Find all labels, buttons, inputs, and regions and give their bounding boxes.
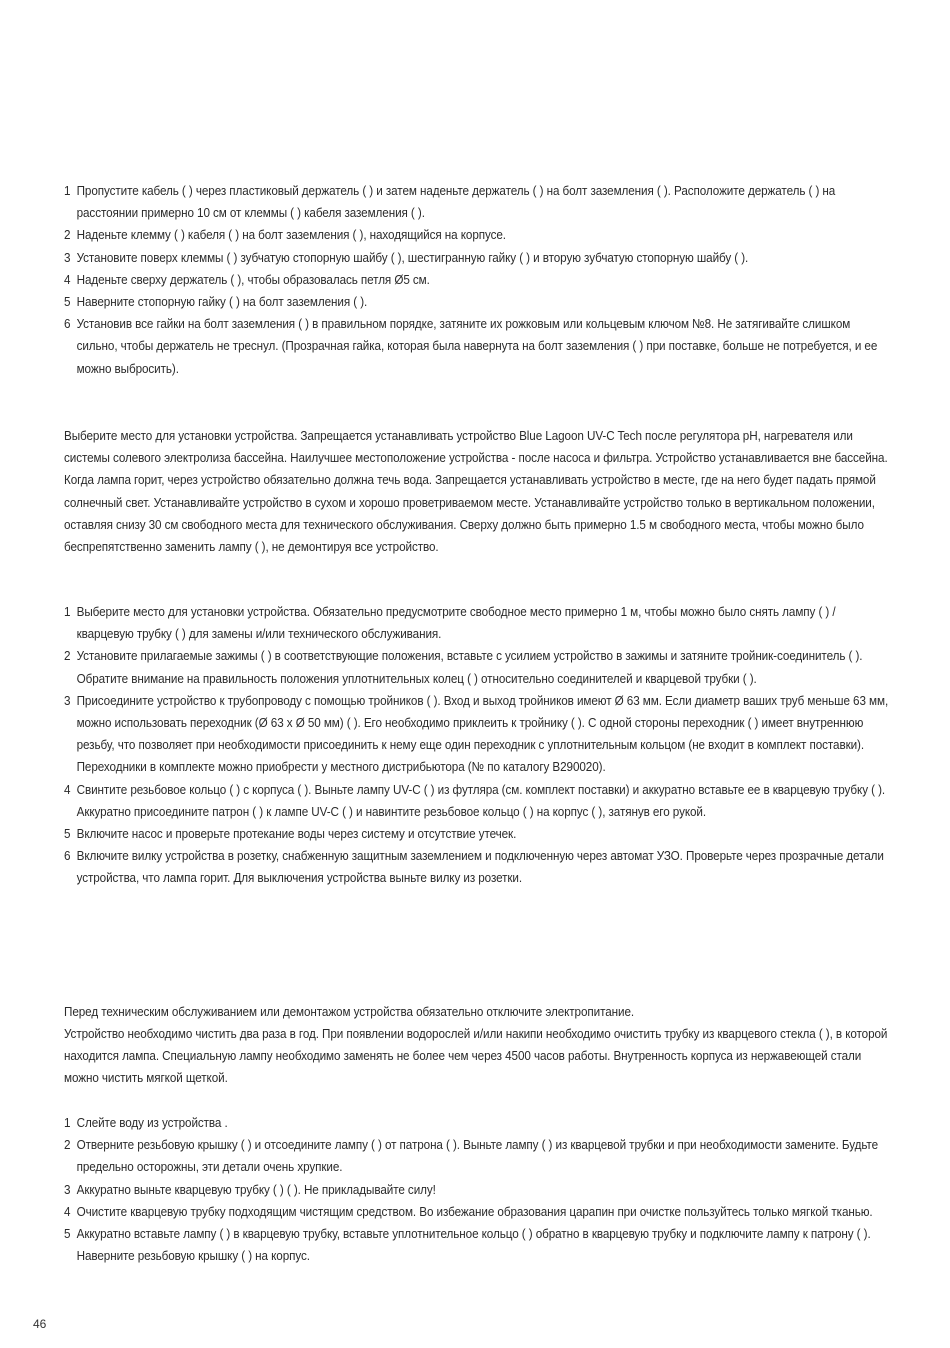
- grounding-steps-list: [64, 180, 892, 380]
- item-number: 1: [64, 183, 71, 198]
- list-item: [64, 690, 892, 779]
- installation-steps-list: [64, 601, 892, 890]
- list-item: [64, 269, 892, 291]
- list-item: [64, 779, 892, 823]
- item-text: Включите насос и проверьте протекание воды через систему и отсутствие утечек.: [76, 826, 517, 842]
- page-number: 46: [33, 1317, 47, 1331]
- item-text: Установите прилагаемые зажимы ( ) в соответствующие положения, вставьте с усилием устройство в зажимы и затяните тройник-соединитель ( ). Обратите внимание на правильность положения уплотнительных колец ( ) относительно соединителей и кварцевой трубки ( ).: [76, 648, 863, 686]
- item-number: 4: [64, 271, 71, 287]
- maintenance-intro-paragraph: Устройство необходимо чистить два раза в год. При появлении водорослей и/или накипи необходимо очистить трубку из кварцевого стекла ( ), в которой находится лампа. Специальную лампу необходимо заменять не более чем через 4500 часов работы. Внутренность корпуса из нержавеющей стали можно чистить мягкой щеткой.: [64, 1026, 888, 1086]
- item-text: Аккуратно выньте кварцевую трубку ( ) ( ). Не прикладывайте силу!: [76, 1181, 436, 1197]
- item-number: 3: [64, 1181, 71, 1197]
- item-text: Присоедините устройство к трубопроводу с помощью тройников ( ). Вход и выход тройников имеют Ø 63 мм. Если диаметр ваших труб меньше 63 мм, можно использовать переходник (Ø 63 x Ø 50 мм) ( ). Его необходимо приклеить к тройнику ( ). С одной стороны переходник ( ) имеет внутреннюю резьбу, что позволяет при необходимости присоединить к нему еще один переходник с уплотнительным кольцом (не входит в комплект поставки). Переходники в комплекте можно приобрести у местного дистрибьютора (№ по каталогу B290020).: [76, 692, 889, 775]
- item-number: 5: [64, 826, 71, 842]
- list-item: [64, 1201, 892, 1223]
- list-item: [64, 845, 892, 889]
- list-item: [64, 601, 892, 645]
- item-text: Наденьте клемму ( ) кабеля ( ) на болт заземления ( ), находящийся на корпусе.: [76, 227, 506, 243]
- item-number: 2: [64, 648, 71, 664]
- item-number: 3: [64, 692, 71, 708]
- item-number: 6: [64, 316, 71, 332]
- item-text: Свинтите резьбовое кольцо ( ) с корпуса ( ). Выньте лампу UV-C ( ) из футляра (см. комплект поставки) и аккуратно вставьте ее в кварцевую трубку ( ). Аккуратно присоедините патрон ( ) к лампе UV-C ( ) и навинтите резьбовое кольцо ( ) на корпус ( ), затянув его рукой.: [76, 781, 886, 819]
- list-item: [64, 180, 892, 224]
- list-item: [64, 224, 892, 246]
- installation-intro-paragraph: Выберите место для установки устройства. Запрещается устанавливать устройство Blue Lagoon UV-C Tech после регулятора pH, нагревателя или системы солевого электролиза бассейна. Наилучшее местоположение устройства - после насоса и фильтра. Устройство устанавливается вне бассейна. Когда лампа горит, через устройство обязательно должна течь вода. Запрещается устанавливать устройство в месте, где на него будет падать прямой солнечный свет. Устанавливайте устройство в сухом и хорошо проветриваемом месте. Устанавливайте устройство только в вертикальном положении, оставляя снизу 30 см свободного места для технического обслуживания. Сверху должно быть примерно 1.5 м свободного места, чтобы можно было беспрепятственно заменить лампу ( ), не демонтируя все устройство.: [64, 428, 888, 555]
- list-item: [64, 645, 892, 689]
- list-item: [64, 1134, 892, 1178]
- maintenance-steps-list: [64, 1112, 892, 1267]
- item-text: Слейте воду из устройства .: [76, 1115, 228, 1130]
- item-number: 2: [64, 1137, 71, 1153]
- item-text: Аккуратно вставьте лампу ( ) в кварцевую трубку, вставьте уплотнительное кольцо ( ) обратно в кварцевую трубку и подключите лампу к патрону ( ). Наверните резьбовую крышку ( ) на корпус.: [76, 1226, 871, 1264]
- maintenance-warning-paragraph: Перед техническим обслуживанием или демонтажом устройства обязательно отключите электропитание.: [64, 1004, 635, 1019]
- list-item: [64, 823, 892, 845]
- item-text: Выберите место для установки устройства. Обязательно предусмотрите свободное место примерно 1 м, чтобы можно было снять лампу ( ) / кварцевую трубку ( ) для замены и/или технического обслуживания.: [76, 604, 836, 642]
- item-number: 1: [64, 604, 71, 619]
- item-text: Очистите кварцевую трубку подходящим чистящим средством. Во избежание образования царапин при очистке пользуйтесь только мягкой тканью.: [76, 1203, 873, 1219]
- item-text: Наденьте сверху держатель ( ), чтобы образовалась петля Ø5 см.: [76, 271, 430, 287]
- item-number: 5: [64, 1226, 71, 1242]
- list-item: [64, 1112, 892, 1134]
- item-number: 3: [64, 249, 71, 265]
- list-item: [64, 313, 892, 380]
- item-text: Включите вилку устройства в розетку, снабженную защитным заземлением и подключенную через автомат УЗО. Проверьте через прозрачные детали устройства, что лампа горит. Для выключения устройства выньте вилку из розетки.: [76, 848, 884, 886]
- item-number: 5: [64, 294, 71, 310]
- item-text: Пропустите кабель ( ) через пластиковый держатель ( ) и затем наденьте держатель ( ) на болт заземления ( ). Расположите держатель ( ) на расстоянии примерно 10 см от клеммы ( ) кабеля заземления ( ).: [76, 183, 836, 221]
- item-number: 4: [64, 1203, 71, 1219]
- item-text: Установив все гайки на болт заземления ( ) в правильном порядке, затяните их рожковым или кольцевым ключом №8. Не затягивайте слишком сильно, чтобы держатель не треснул. (Прозрачная гайка, которая была навернута на болт заземления ( ) при поставке, больше не потребуется, и ее можно выбросить).: [76, 316, 878, 376]
- item-number: 1: [64, 1115, 71, 1130]
- item-number: 6: [64, 848, 71, 864]
- list-item: [64, 291, 892, 313]
- list-item: [64, 1179, 892, 1201]
- list-item: [64, 247, 892, 269]
- item-number: 4: [64, 781, 71, 797]
- item-text: Наверните стопорную гайку ( ) на болт заземления ( ).: [76, 294, 368, 310]
- item-text: Отверните резьбовую крышку ( ) и отсоедините лампу ( ) от патрона ( ). Выньте лампу ( ) из кварцевой трубки и при необходимости замените. Будьте предельно осторожны, эти детали очень хрупкие.: [76, 1137, 878, 1175]
- list-item: [64, 1223, 892, 1267]
- item-text: Установите поверх клеммы ( ) зубчатую стопорную шайбу ( ), шестигранную гайку ( ) и вторую зубчатую стопорную шайбу ( ).: [76, 249, 749, 265]
- item-number: 2: [64, 227, 71, 243]
